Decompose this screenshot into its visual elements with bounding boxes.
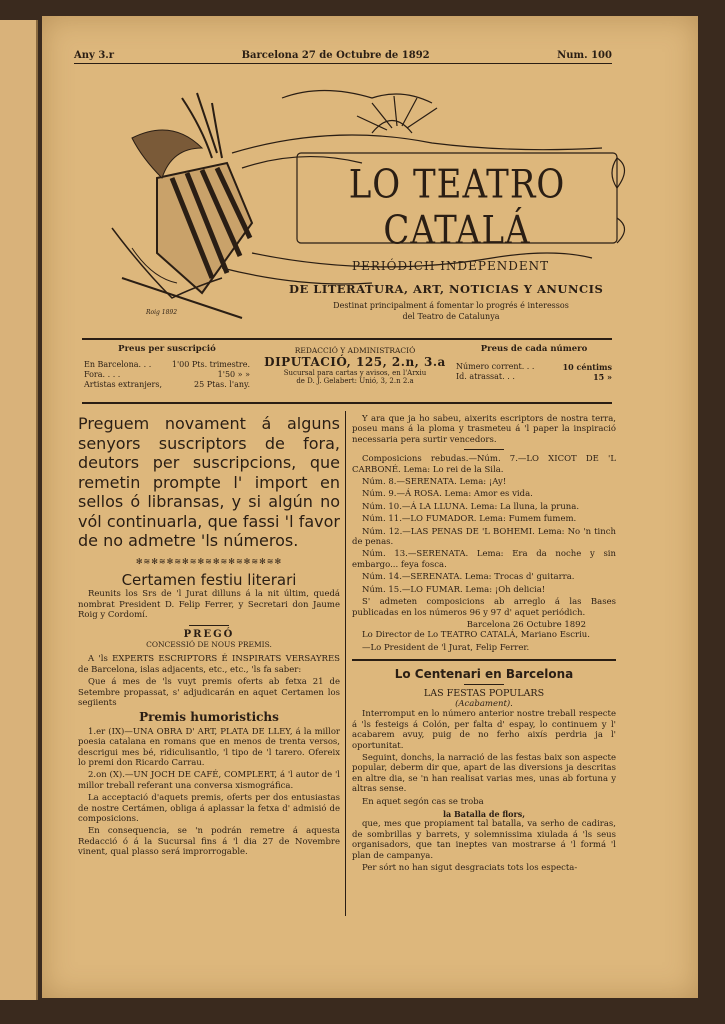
composition-item: Núm. 15.—LO FUMAR. Lema: ¡Oh delicia! bbox=[362, 584, 546, 595]
centenari-paragraph: En aquet segón cas se troba bbox=[362, 796, 484, 807]
prego-paragraph: A 'ls EXPERTS ESCRIPTORS É INSPIRATS VERSAYRES de Barcelona, islas adjacents, etc., etc., 'ls fa saber: bbox=[78, 654, 340, 675]
issue-date: Barcelona 27 de Octubre de 1892 bbox=[241, 50, 430, 61]
facing-page-edge bbox=[0, 20, 38, 1000]
centenari-paragraph: que, mes que propiament tal batalla, va serho de cadiras, de sombrillas y barrets, y solemnissima xiulada á 'ls seus organisadors, que tan ineptes van mostrarse á 'l formá 'l plan de campanya. bbox=[352, 819, 616, 861]
acabament-note: (Acabament). bbox=[455, 698, 513, 709]
director-signature: Lo Director de Lo TEATRO CATALÁ, Mariano Escriu. bbox=[362, 630, 590, 641]
prego-paragraph: Que á mes de 'ls vuyt premis oferts ab fetxa 21 de Setembre propassat, s' adjudicarán en aquet Certamen los segiients bbox=[78, 677, 340, 708]
admin-address: DIPUTACIÓ, 125, 2.n, 3.a bbox=[264, 355, 446, 369]
subtitle-topics: DE LITERATURA, ART, NOTICIAS Y ANUNCIS bbox=[289, 282, 604, 296]
ornament-divider: ✻≋✻≋✻≋✻≋✻≋✻≋✻≋✻≋✻≋✻ bbox=[135, 556, 283, 566]
subscription-info-bar bbox=[82, 338, 612, 404]
certamen-heading: Certamen festiu literari bbox=[121, 570, 297, 589]
price-row: Fora. . . . 1'50 » » bbox=[84, 370, 250, 379]
composition-item: Núm. 10.—Á LA LLUNA. Lema: La lluna, la pruna. bbox=[362, 501, 580, 512]
admin-heading: REDACCIÓ Y ADMINISTRACIÓ bbox=[294, 346, 416, 355]
left-column bbox=[78, 414, 340, 860]
issue-year: Any 3.r bbox=[74, 50, 115, 61]
issue-prices-heading: Preus de cada número bbox=[480, 344, 588, 354]
coat-of-arms-icon bbox=[112, 93, 252, 318]
premi-item: 1.er (IX)—UNA OBRA D' ART, PLATA DE LLEY, á la millor poesia catalana en romans que en menos de trenta versos, descrigui mes bé, ridiculisantlo, 'l tipo de 'l tarero. Ofereix lo premi don Ricardo Carrau. bbox=[78, 726, 340, 768]
right-paragraph: S' admeten composicions ab arreglo á las Bases publicadas en los números 96 y 97 d' aquet periódich. bbox=[352, 597, 616, 618]
price-row: Id. atrassat. . . 15 » bbox=[456, 372, 612, 382]
admin-line1: Sucursal para cartas y avisos, en l'Arxiu bbox=[283, 369, 427, 377]
newspaper-page bbox=[42, 16, 698, 998]
subscription-heading: Preus per suscripció bbox=[118, 344, 216, 354]
centenari-paragraph: Interromput en lo número anterior nostre treball respecte á 'ls festeigs á Colón, per falta d' espay, lo continuem y l' acabarem avuy, puig de no ferho aixís perdria ja l' oportunitat. bbox=[352, 709, 616, 751]
column-divider bbox=[345, 411, 346, 916]
subtitle-purpose: Destinat principalment á fomentar lo progrés é interessos del Teatro de Catalunya bbox=[333, 301, 569, 321]
newspaper-title: LO TEATRO CATALÁ bbox=[348, 162, 566, 254]
premis-heading: Premis humoristichs bbox=[139, 710, 279, 725]
administration-address bbox=[260, 346, 450, 385]
issue-number: Num. 100 bbox=[557, 50, 612, 61]
festes-subheading: LAS FESTAS POPULARS bbox=[423, 687, 545, 699]
sun-rays-icon bbox=[357, 96, 437, 130]
subscriber-notice: Preguem novament á alguns senyors suscriptors de fora, deutors per suscripcions, que remetin prompte l' import en sellos ó libransas, y si algún no vól continuarla, que fassi 'l favor de no admetre 'ls números. bbox=[78, 414, 340, 550]
composition-item: Núm. 12.—LAS PENAS DE 'L BOHEMI. Lema: No 'n tinch de penas. bbox=[352, 526, 616, 548]
issue-prices bbox=[454, 344, 614, 382]
right-column bbox=[352, 414, 616, 875]
president-signature: —Lo President de 'l Jurat, Felip Ferrer. bbox=[362, 642, 530, 653]
composition-item: Núm. 11.—LO FUMADOR. Lema: Fumem fumem. bbox=[362, 514, 577, 525]
price-row: Número corrent. . . 10 céntims bbox=[456, 362, 612, 372]
composition-item: Núm. 14.—SERENATA. Lema: Trocas d' guitarra. bbox=[362, 572, 575, 583]
composition-item: Núm. 13.—SERENATA. Lema: Era da noche y sin embargo... feya fosca. bbox=[352, 549, 616, 570]
centenari-paragraph: Seguint, donchs, la narració de las festas baix son aspecte popular, deberm dir que, apart de las diversions ja descritas en altre dia, se 'n han realisat varias mes, unas ab fortuna y altras sense. bbox=[352, 752, 616, 795]
prego-title: PREGÓ bbox=[183, 628, 235, 640]
admin-line2: de D. J. Gelabert: Unió, 3, 2.n 2.a bbox=[296, 377, 414, 385]
composition-item: Núm. 9.—Á ROSA. Lema: Amor es vida. bbox=[362, 489, 533, 500]
certamen-paragraph: La acceptació d'aquets premis, oferts per dos entusiastas de nostre Certámen, obliga á aplassar la fetxa d' admisió de composicions. bbox=[78, 793, 340, 825]
subscription-prices bbox=[82, 344, 252, 390]
price-row: Artistas extranjers, 25 Ptas. l'any. bbox=[84, 380, 250, 389]
price-row: En Barcelona. . . 1'00 Pts. trimestre. bbox=[84, 360, 250, 369]
masthead-line bbox=[74, 50, 612, 64]
prego-subtitle: CONCESSIÓ DE NOUS PREMIS. bbox=[146, 639, 272, 649]
right-paragraph: Y ara que ja ho sabeu, aixerits escriptors de nostra terra, poseu mans á la ploma y trasmeteu á 'l paper la inspiració necessaria pera surtir vencedors. bbox=[352, 414, 616, 445]
dateline: Barcelona 26 Octubre 1892 bbox=[466, 619, 586, 630]
compositions-intro: Composicions rebudas.—Núm. 7.—LO XICOT DE 'L CARBONÉ. Lema: Lo rei de la Sila. bbox=[352, 454, 616, 475]
certamen-paragraph: En consequencia, se 'n podrán remetre á aquesta Redacció ó á la Sucursal fins á 'l dia 27 de Novembre vinent, qual plasso será improrrogable. bbox=[78, 826, 340, 858]
certamen-intro: Reunits los Srs de 'l Jurat dilluns á la nit últim, quedá nombrat President D. Felip Ferrer, y Secretari don Jaume Roig y Cordomí. bbox=[78, 589, 340, 621]
centenari-heading: Lo Centenari en Barcelona bbox=[394, 667, 574, 682]
composition-item: Núm. 8.—SERENATA. Lema: ¡Ay! bbox=[362, 477, 507, 488]
premi-item: 2.on (X).—UN JOCH DE CAFÉ, COMPLERT, á 'l autor de 'l millor treball referant una conversa xismográfica. bbox=[78, 770, 340, 791]
illustration-signature: Roig 1892 bbox=[146, 309, 178, 316]
subtitle-periodical: PERIÓDICH INDEPENDENT bbox=[352, 259, 550, 273]
centenari-paragraph: Per sórt no han sigut desgraciats tots los especta- bbox=[362, 863, 578, 874]
batalla-subheading: la Batalla de flors, bbox=[442, 809, 525, 819]
